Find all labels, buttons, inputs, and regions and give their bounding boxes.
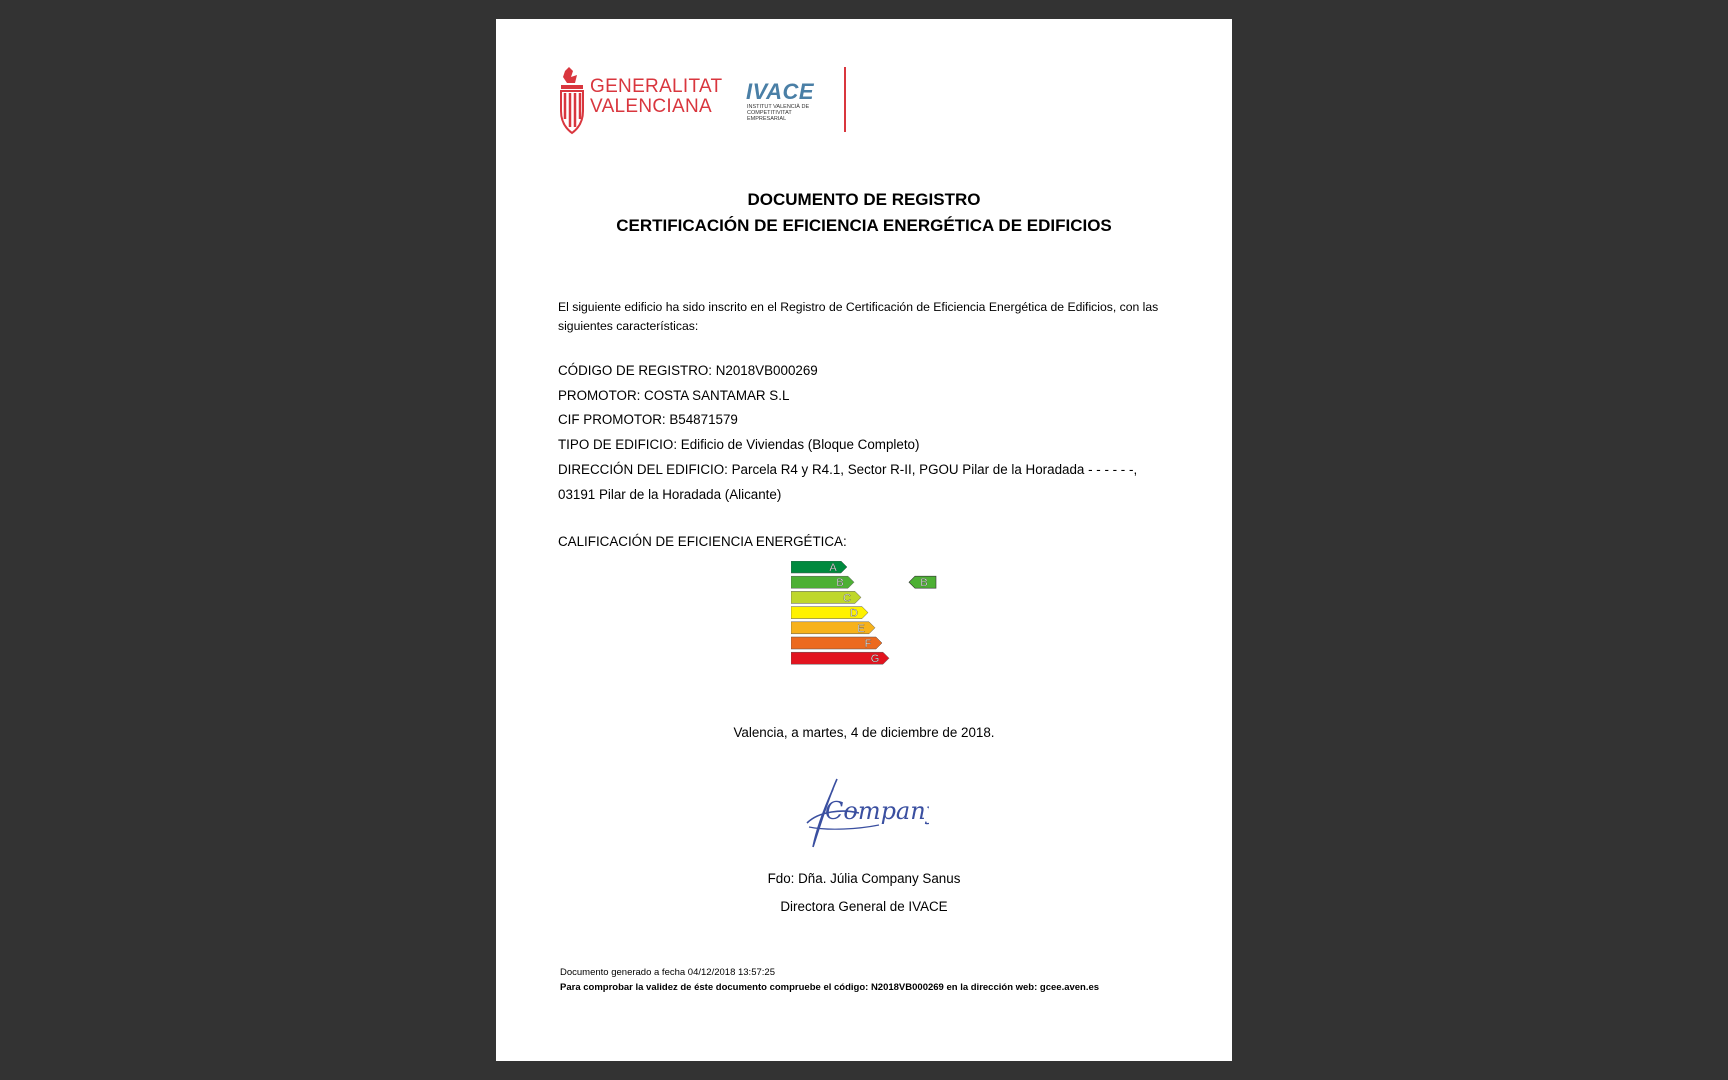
registration-code: CÓDIGO DE REGISTRO: N2018VB000269 <box>558 363 818 378</box>
rating-bar-letter: C <box>843 592 851 605</box>
signature <box>799 767 929 862</box>
rating-bar-letter: B <box>836 577 844 590</box>
verification-note: Para comprobar la validez de éste documento compruebe el código: N2018VB000269 en la dirección web: gcee.aven.es <box>560 982 1100 993</box>
rating-bar-d <box>791 607 868 620</box>
energy-rating-scale <box>791 561 951 671</box>
signer-name: Fdo: Dña. Júlia Company Sanus <box>767 871 961 886</box>
place-and-date: Valencia, a martes, 4 de diciembre de 2018. <box>733 725 995 740</box>
rating-bar-letter: E <box>857 622 865 635</box>
rating-bar-letter: F <box>864 638 872 650</box>
rating-label: CALIFICACIÓN DE EFICIENCIA ENERGÉTICA: <box>558 534 847 549</box>
generalitat-line2: VALENCIANA <box>590 96 712 117</box>
promoter: PROMOTOR: COSTA SANTAMAR S.L <box>558 387 790 403</box>
ivace-wordmark: IVACE <box>746 79 815 104</box>
building-details <box>558 359 1178 507</box>
document-title: DOCUMENTO DE REGISTRO <box>747 190 981 209</box>
promoter-cif: CIF PROMOTOR: B54871579 <box>558 412 738 428</box>
generalitat-line1: GENERALITAT <box>590 76 723 97</box>
document-subtitle: CERTIFICACIÓN DE EFICIENCIA ENERGÉTICA DE EDIFICIOS <box>616 216 1112 235</box>
intro-paragraph: El siguiente edificio ha sido inscrito en el Registro de Certificación de Eficiencia Energética de Edificios, con las siguientes características: <box>558 300 1159 333</box>
rating-bar-f <box>791 637 882 650</box>
rating-bar-a <box>791 561 847 574</box>
rating-bar-g <box>791 652 889 665</box>
document-page <box>496 19 1232 1061</box>
building-type: TIPO DE EDIFICIO: Edificio de Viviendas (Bloque Completo) <box>558 437 920 453</box>
building-address-line2: 03191 Pilar de la Horadada (Alicante) <box>558 486 782 502</box>
generalitat-wordmark <box>590 77 722 117</box>
document-footer <box>560 965 1099 995</box>
rating-bar-letter: D <box>850 607 858 620</box>
header-divider <box>844 67 846 132</box>
ivace-subtitle-line1: INSTITUT VALENCIÀ DE <box>747 104 810 110</box>
ivace-subtitle <box>747 104 827 122</box>
ivace-logo <box>746 79 826 129</box>
signer-role: Directora General de IVACE <box>780 899 948 914</box>
rating-bar-b <box>791 576 854 589</box>
ivace-subtitle-line2: COMPETITIVITAT EMPRESARIAL <box>747 110 792 122</box>
selected-rating-indicator <box>909 576 936 589</box>
rating-bar-c <box>791 591 861 604</box>
rating-bar-letter: A <box>829 562 837 574</box>
svg-text:Company: Company <box>825 797 929 825</box>
generalitat-logo <box>557 67 723 137</box>
selected-rating-letter: B <box>920 577 928 590</box>
generalitat-crest-icon <box>557 67 587 135</box>
rating-bar-letter: G <box>870 653 880 666</box>
building-address-line1: DIRECCIÓN DEL EDIFICIO: Parcela R4 y R4.1, Sector R-II, PGOU Pilar de la Horadada - - - - - -, <box>558 461 1138 477</box>
generation-timestamp: Documento generado a fecha 04/12/2018 13:57:25 <box>560 967 775 978</box>
rating-bar-e <box>791 622 875 635</box>
